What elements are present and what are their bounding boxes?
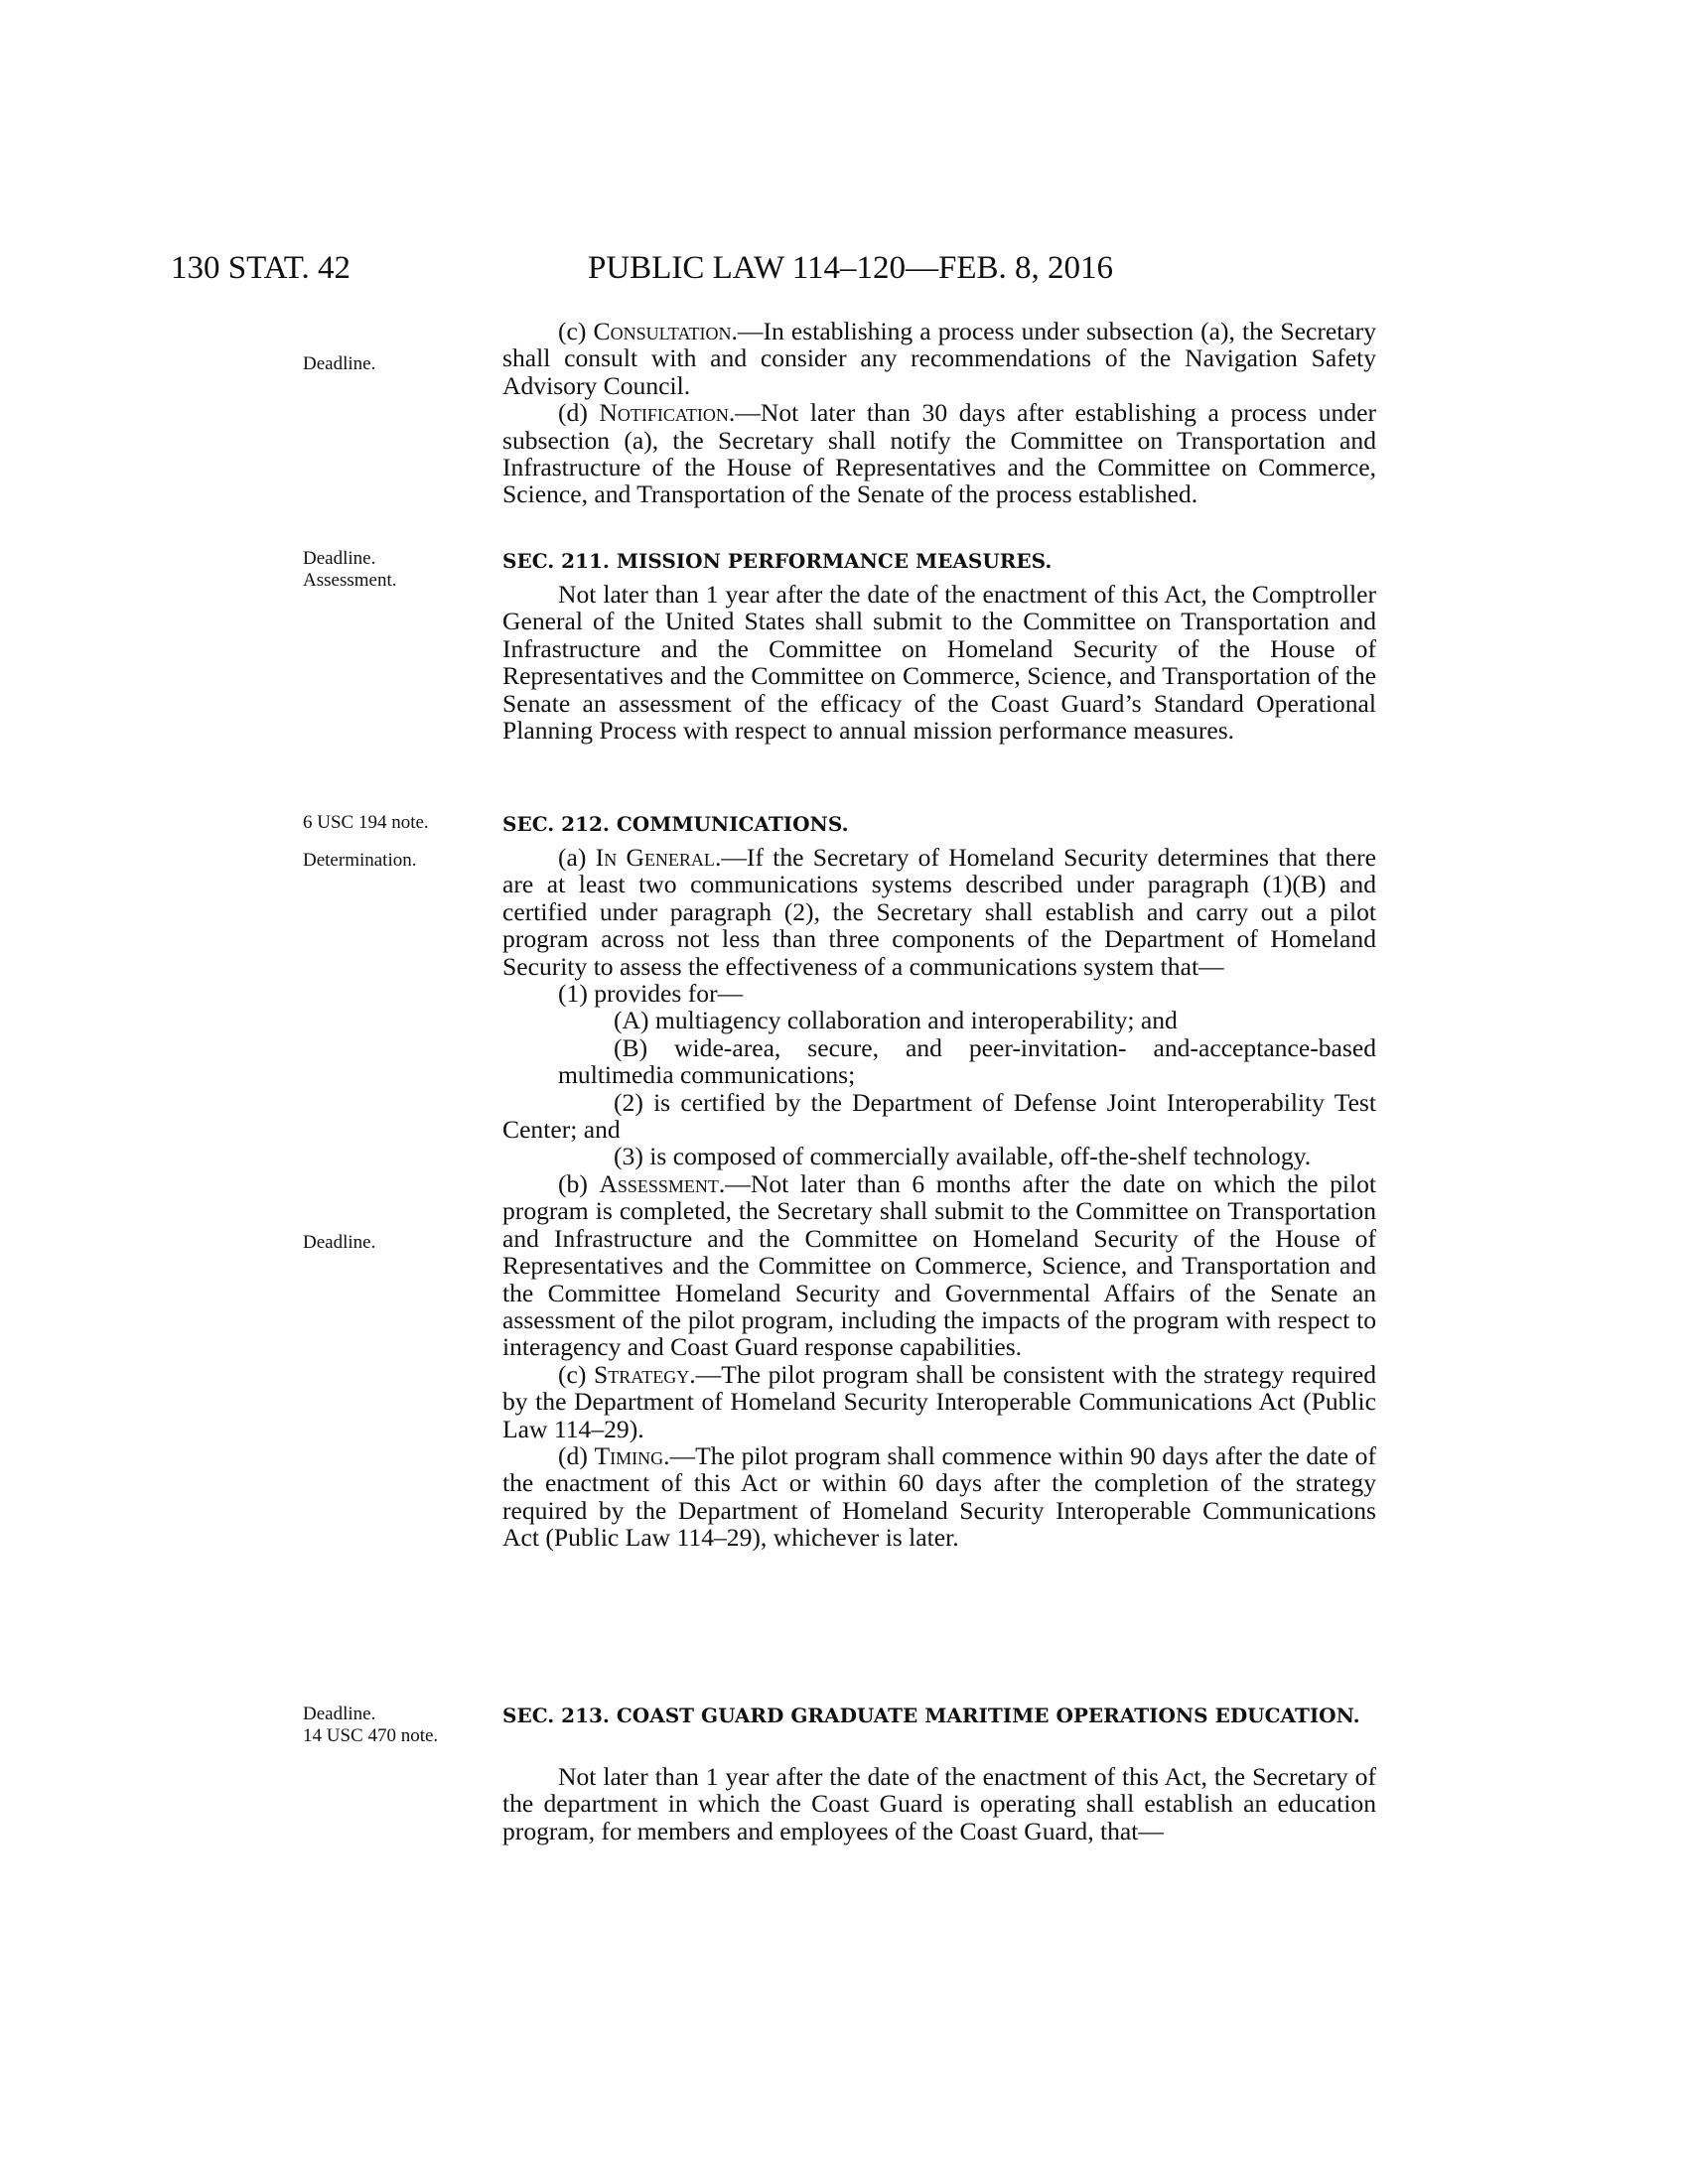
paragraph-3: (3) is composed of commercially available, off-the-shelf technology. (614, 1142, 1312, 1171)
margin-note-deadline: Deadline. (303, 1232, 376, 1253)
margin-note-usc: 6 USC 194 note. (303, 812, 429, 833)
section-211-body (502, 581, 1376, 744)
section-213-heading-text: SEC. 213. COAST GUARD GRADUATE MARITIME OPERATIONS EDUCATION. (502, 1704, 1360, 1727)
section-213-body (502, 1763, 1376, 1844)
margin-note-deadline: Deadline. (303, 353, 376, 374)
statute-page-number: 130 STAT. 42 (171, 250, 352, 286)
margin-note-usc: 14 USC 470 note. (303, 1725, 439, 1746)
subparagraph-1A: (A) multiagency collaboration and interoperability; and (614, 1006, 1178, 1035)
subsection-c-consultation: (c) Consultation.—In establishing a process under subsection (a), the Secretary shall consult with and consider any recommendations of the Navigation Safety Advisory Council. (502, 317, 1377, 400)
margin-note-assessment: Assessment. (303, 570, 397, 591)
margin-note-determination: Determination. (303, 850, 417, 871)
subsection-d-notification: (d) Notification.—Not later than 30 days after establishing a process under subsection (a), the Secretary shall notify the Committee on Transportation and Infrastructure of the House of Representatives and the Committee on Commerce, Science, and Transportation of the Senate of the process established. (502, 398, 1376, 509)
paragraph-1: (1) provides for— (558, 979, 744, 1009)
section-212-body (502, 844, 1376, 1552)
margin-note-deadline: Deadline. (303, 1704, 376, 1724)
section-213-heading (502, 1704, 1376, 1727)
subsection-a-in-general: (a) In General.—If the Secretary of Homeland Security determines that there are at least two communications systems described under paragraph (1)(B) and certified under paragraph (2), the Secretary shall establish and carry out a pilot program across not less than three components of the Department of Homeland Security to assess the effectiveness of a communications system that— (502, 843, 1376, 981)
section-211-paragraph: Not later than 1 year after the date of the enactment of this Act, the Comptroller General of the United States shall submit to the Committee on Transportation and Infrastructure and the Committee on Homeland Security of the House of Representatives and the Committee on Commerce, Science, and Transportation of the Senate an assessment of the efficacy of the Coast Guard’s Standard Operational Planning Process with respect to annual mission performance measures. (502, 580, 1376, 746)
margin-note-deadline: Deadline. (303, 548, 376, 569)
subsections-c-d (502, 318, 1376, 508)
subsection-c-strategy: (c) Strategy.—The pilot program shall be consistent with the strategy required by the Department of Homeland Security Interoperable Communications Act (Public Law 114–29). (502, 1359, 1376, 1443)
running-title: PUBLIC LAW 114–120—FEB. 8, 2016 (588, 250, 1114, 286)
section-212-heading: SEC. 212. COMMUNICATIONS. (502, 812, 849, 836)
subsection-d-timing: (d) Timing.—The pilot program shall commence within 90 days after the date of the enactment of this Act or within 60 days after the completion of the strategy required by the Department of Homeland Security Interoperable Communications Act (Public Law 114–29), whichever is later. (502, 1440, 1376, 1553)
section-213-paragraph: Not later than 1 year after the date of the enactment of this Act, the Secretary of the department in which the Coast Guard is operating shall establish an education program, for members and employees of the Coast Guard, that— (502, 1762, 1376, 1845)
section-211-heading: SEC. 211. MISSION PERFORMANCE MEASURES. (502, 549, 1053, 573)
page-header (0, 250, 1688, 290)
subparagraph-1B: (B) wide-area, secure, and peer-invitation- and-acceptance-based multimedia communications; (558, 1032, 1376, 1090)
paragraph-2: (2) is certified by the Department of Defense Joint Interoperability Test Center; and (502, 1087, 1376, 1145)
subsection-b-assessment: (b) Assessment.—Not later than 6 months after the date on which the pilot program is completed, the Secretary shall submit to the Committee on Transportation and Infrastructure and the Committee on Homeland Security of the House of Representatives and the Committee on Commerce, Science, and Transportation and the Committee Homeland Security and Governmental Affairs of the Senate an assessment of the pilot program, including the impacts of the program with respect to interagency and Coast Guard response capabilities. (502, 1168, 1376, 1362)
